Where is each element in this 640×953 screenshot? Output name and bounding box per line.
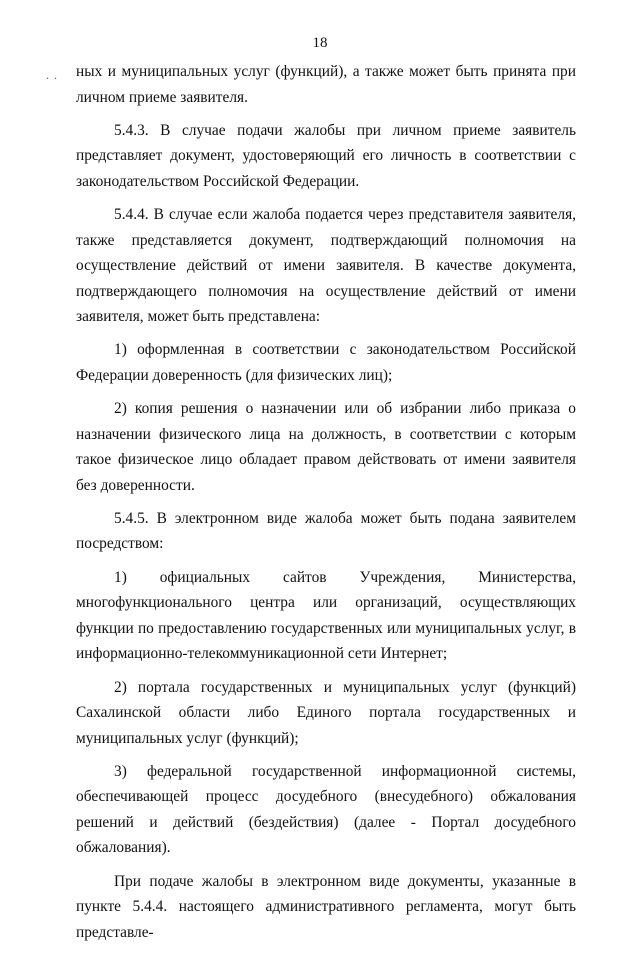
paragraph-5-4-4: 5.4.4. В случае если жалоба подается через представителя заявителя, также представляется документ, подтверждающий полномочия на осуществление действий от имени заявителя. В качестве документа, подтверждающего полномочия на осуществление действий от имени заявителя, может быть представлена: <box>76 206 576 326</box>
scan-artifact: . . <box>46 68 58 82</box>
paragraph-5-4-3: 5.4.3. В случае подачи жалобы при личном приеме заявитель представляет документ, удостоверяющий его личность в соответствии с законодательством Российской Федерации. <box>76 121 576 190</box>
list-item-5-4-5-2: 2) портала государственных и муниципальных услуг (функций) Сахалинской области либо Единого портала государственных и муниципальных услуг (функций); <box>76 678 576 747</box>
list-item-5-4-5-1: 1) официальных сайтов Учреждения, Министерства, многофункционального центра или организаций, осуществляющих функции по предоставлению государственных или муниципальных услуг, в информационно-телекоммуникационной сети Интернет; <box>76 568 576 663</box>
list-item-5-4-4-1: 1) оформленная в соответствии с законодательством Российской Федерации доверенность (для физических лиц); <box>76 341 576 384</box>
paragraph-final: При подаче жалобы в электронном виде документы, указанные в пункте 5.4.4. настоящего административного регламента, могут быть представле- <box>76 872 576 941</box>
paragraph-continuation: ных и муниципальных услуг (функций), а также может быть принята при личном приеме заявителя. <box>76 63 576 106</box>
document-body <box>76 59 576 953</box>
list-item-5-4-4-2: 2) копия решения о назначении или об избрании либо приказа о назначении физического лица на должность, в соответствии с которым такое физическое лицо обладает правом действовать от имени заявителя без доверенности. <box>76 400 576 494</box>
paragraph-5-4-5: 5.4.5. В электронном виде жалоба может быть подана заявителем посредством: <box>76 509 576 553</box>
page-number: 18 <box>312 35 328 51</box>
list-item-5-4-5-3: 3) федеральной государственной информационной системы, обеспечивающей процесс досудебного (внесудебного) обжалования решений и действий (бездействия) (далее - Портал досудебного обжалования). <box>76 762 576 857</box>
